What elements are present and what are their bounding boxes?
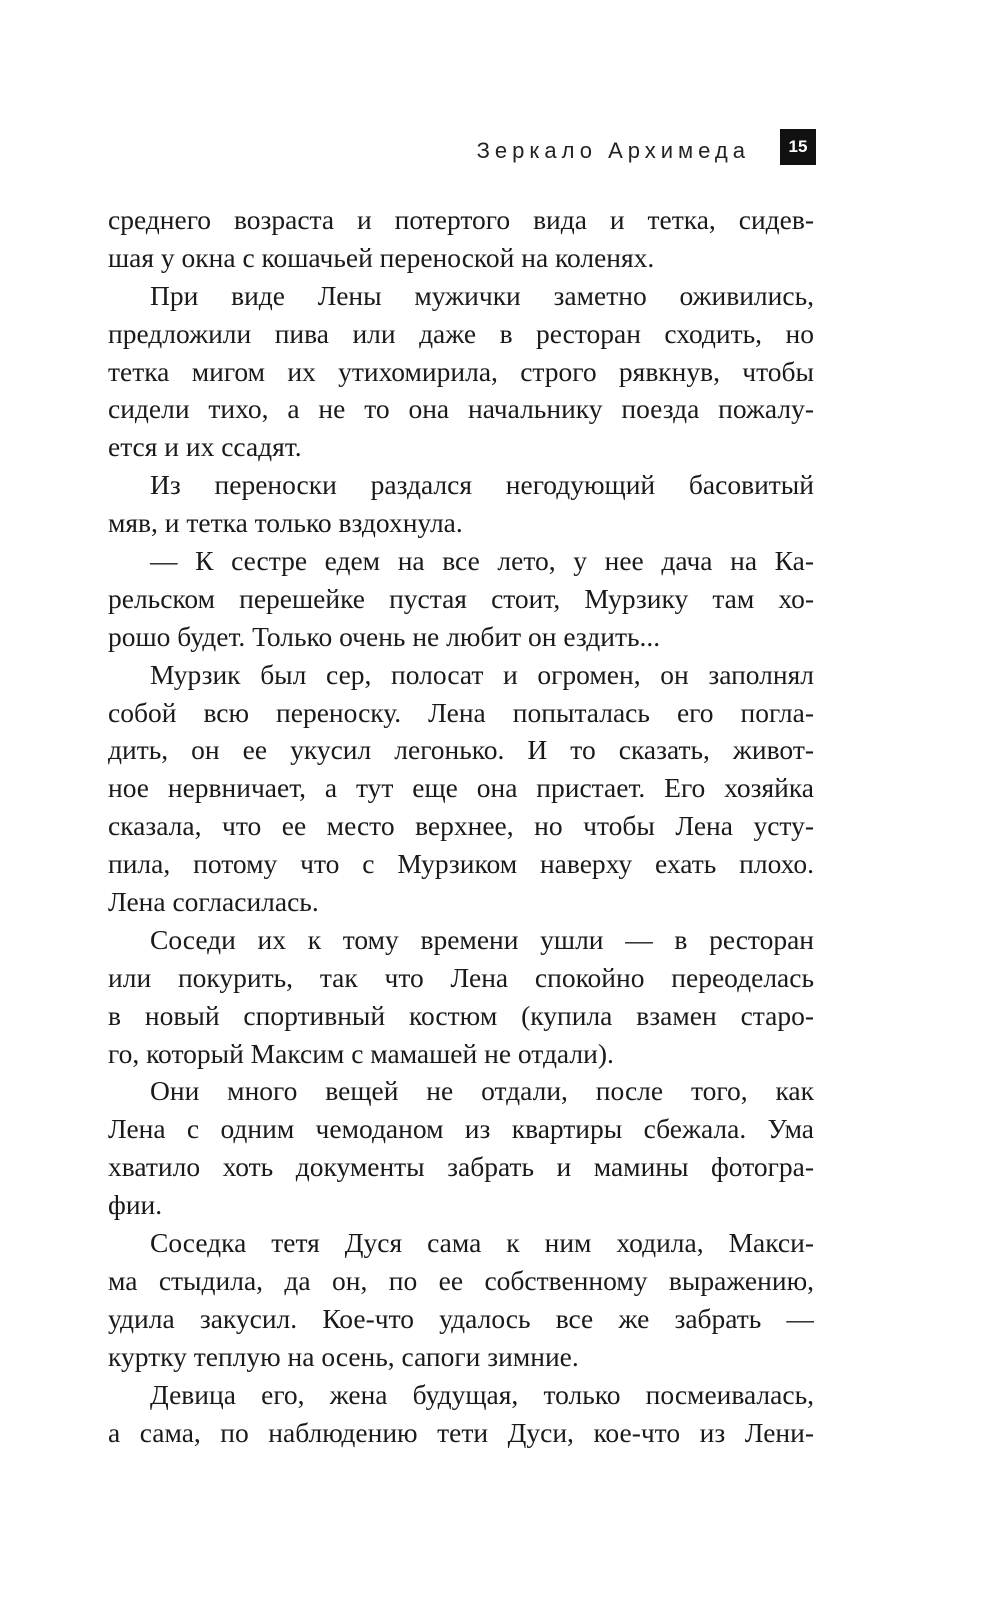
text-line: — К сестре едем на все лето, у нее дача на Ка- — [150, 545, 814, 577]
text-line: го, который Максим с мамашей не отдали). — [108, 1037, 614, 1069]
text-line: Соседи их к тому времени ушли — в ресторан — [150, 923, 814, 955]
text-line: мяв, и тетка только вздохнула. — [108, 507, 463, 539]
text-line: удила закусил. Кое-что удалось все же забрать — — [108, 1302, 814, 1334]
text-line: Лена с одним чемоданом из квартиры сбежала. Ума — [108, 1113, 814, 1145]
text-line: рельском перешейке пустая стоит, Мурзику там хо- — [108, 582, 814, 614]
text-line: дить, он ее укусил легонько. И то сказать, живот- — [108, 734, 814, 766]
text-line: предложили пива или даже в ресторан сходить, но — [108, 317, 814, 349]
text-line: собой всю переноску. Лена попыталась его погла- — [108, 696, 814, 728]
text-line: Мурзик был сер, полосат и огромен, он заполнял — [150, 658, 814, 690]
text-line: Они много вещей не отдали, после того, как — [150, 1075, 814, 1107]
page-number-badge: 15 — [780, 129, 816, 165]
text-line: рошо будет. Только очень не любит он ездить... — [108, 620, 661, 652]
text-line: ное нервничает, а тут еще она пристает. Его хозяйка — [108, 772, 814, 804]
text-line: сидели тихо, а не то она начальнику поезда пожалу- — [108, 393, 814, 425]
text-line: фии. — [108, 1189, 163, 1221]
text-line: ется и их ссадят. — [108, 431, 302, 463]
text-line: Лена согласилась. — [108, 886, 319, 918]
text-line: тетка мигом их утихомирила, строго рявкнув, чтобы — [108, 355, 814, 387]
text-line: куртку теплую на осень, сапоги зимние. — [108, 1340, 579, 1372]
text-line: а сама, по наблюдению тети Дуси, кое-что из Лени- — [108, 1416, 814, 1448]
text-line: При виде Лены мужички заметно оживились, — [150, 279, 814, 311]
text-line: сказала, что ее место верхнее, но чтобы Лена усту- — [108, 810, 814, 842]
text-line: хватило хоть документы забрать и мамины фотогра- — [108, 1151, 814, 1183]
text-line: пила, потому что с Мурзиком наверху ехать плохо. — [108, 848, 814, 880]
text-line: ма стыдила, да он, по ее собственному выражению, — [108, 1264, 814, 1296]
text-line: Соседка тетя Дуся сама к ним ходила, Макси- — [150, 1227, 814, 1259]
text-line: шая у окна с кошачьей переноской на коленях. — [108, 241, 655, 273]
running-header-title: Зеркало Архимеда — [476, 138, 750, 163]
text-line: Девица его, жена будущая, только посмеивалась, — [150, 1378, 814, 1410]
text-line: Из переноски раздался негодующий басовитый — [150, 469, 814, 501]
text-line: или покурить, так что Лена спокойно переоделась — [108, 961, 814, 993]
text-line: среднего возраста и потертого вида и тетка, сидев- — [108, 204, 814, 235]
text-body — [108, 201, 814, 1451]
text-line: в новый спортивный костюм (купила взамен старо- — [108, 999, 814, 1031]
